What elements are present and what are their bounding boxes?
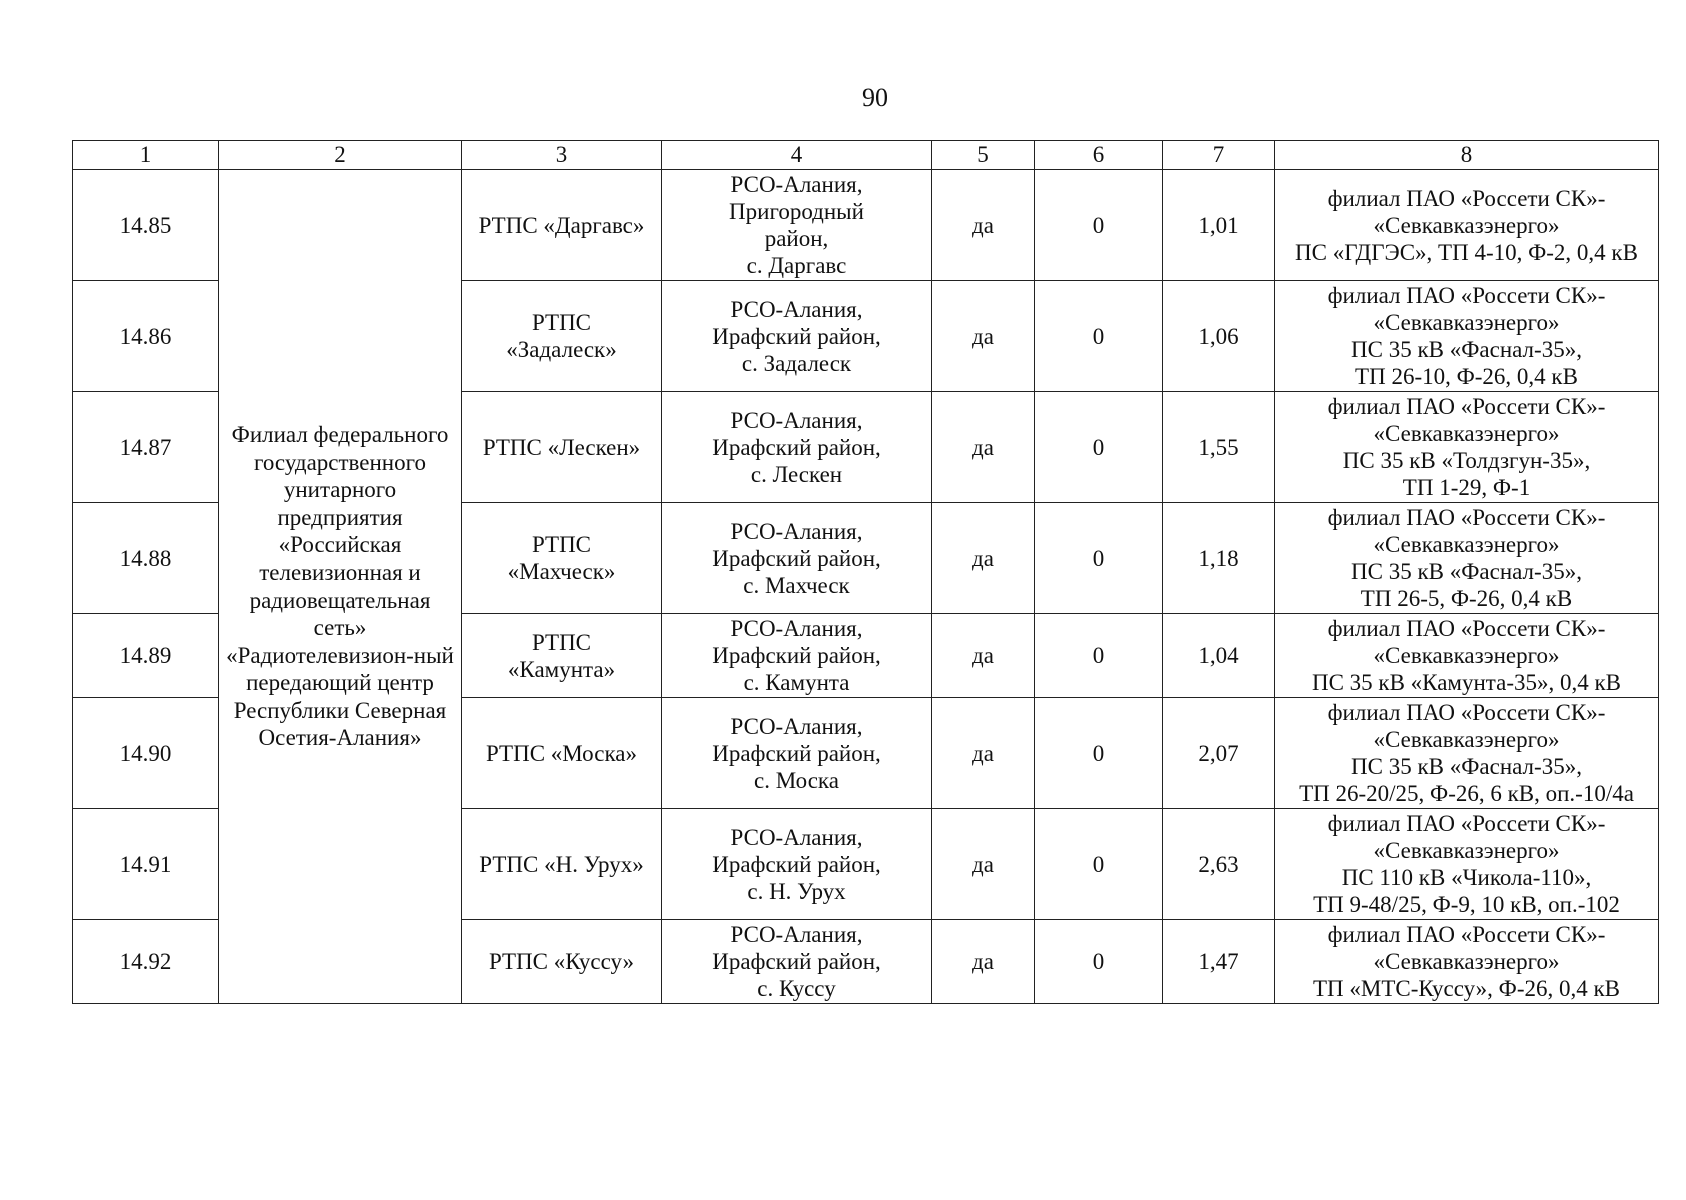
column-header: 7 <box>1163 141 1275 170</box>
value-col7: 1,04 <box>1163 614 1275 698</box>
power-supply: филиал ПАО «Россети СК»- «Севкавказэнерго» ПС 35 кВ «Камунта-35», 0,4 кВ <box>1275 614 1659 698</box>
value-col7: 2,63 <box>1163 809 1275 920</box>
power-supply: филиал ПАО «Россети СК»- «Севкавказэнерго» ПС 35 кВ «Толдзгун-35», ТП 1-29, Ф-1 <box>1275 392 1659 503</box>
flag-value: да <box>932 503 1035 614</box>
row-number: 14.86 <box>73 281 219 392</box>
station-name: РТПС «Махческ» <box>462 503 662 614</box>
value-col6: 0 <box>1035 281 1163 392</box>
row-number: 14.85 <box>73 170 219 281</box>
location: РСО-Алания, Ирафский район, с. Моска <box>662 698 932 809</box>
row-number: 14.90 <box>73 698 219 809</box>
location: РСО-Алания, Ирафский район, с. Камунта <box>662 614 932 698</box>
flag-value: да <box>932 698 1035 809</box>
power-supply: филиал ПАО «Россети СК»- «Севкавказэнерго» ПС «ГДГЭС», ТП 4-10, Ф-2, 0,4 кВ <box>1275 170 1659 281</box>
column-header: 6 <box>1035 141 1163 170</box>
power-supply: филиал ПАО «Россети СК»- «Севкавказэнерго» ТП «МТС-Куссу», Ф-26, 0,4 кВ <box>1275 920 1659 1004</box>
value-col6: 0 <box>1035 698 1163 809</box>
station-name: РТПС «Лескен» <box>462 392 662 503</box>
station-name: РТПС «Н. Урух» <box>462 809 662 920</box>
row-number: 14.91 <box>73 809 219 920</box>
value-col7: 1,06 <box>1163 281 1275 392</box>
flag-value: да <box>932 809 1035 920</box>
location: РСО-Алания, Ирафский район, с. Куссу <box>662 920 932 1004</box>
table-row <box>73 170 1659 281</box>
data-table <box>72 140 1659 1004</box>
value-col7: 2,07 <box>1163 698 1275 809</box>
column-number-row <box>73 141 1659 170</box>
value-col6: 0 <box>1035 392 1163 503</box>
power-supply: филиал ПАО «Россети СК»- «Севкавказэнерго» ПС 35 кВ «Фаснал-35», ТП 26-20/25, Ф-26, 6 кВ, оп.-10/4а <box>1275 698 1659 809</box>
row-number: 14.92 <box>73 920 219 1004</box>
column-header: 2 <box>219 141 462 170</box>
power-supply: филиал ПАО «Россети СК»- «Севкавказэнерго» ПС 110 кВ «Чикола-110», ТП 9-48/25, Ф-9, 10 кВ, оп.-102 <box>1275 809 1659 920</box>
value-col6: 0 <box>1035 809 1163 920</box>
flag-value: да <box>932 920 1035 1004</box>
flag-value: да <box>932 281 1035 392</box>
column-header: 4 <box>662 141 932 170</box>
location: РСО-Алания, Ирафский район, с. Задалеск <box>662 281 932 392</box>
value-col6: 0 <box>1035 920 1163 1004</box>
value-col7: 1,47 <box>1163 920 1275 1004</box>
station-name: РТПС «Моска» <box>462 698 662 809</box>
value-col7: 1,18 <box>1163 503 1275 614</box>
column-header: 8 <box>1275 141 1659 170</box>
flag-value: да <box>932 614 1035 698</box>
location: РСО-Алания, Ирафский район, с. Лескен <box>662 392 932 503</box>
value-col6: 0 <box>1035 614 1163 698</box>
value-col6: 0 <box>1035 170 1163 281</box>
station-name: РТПС «Камунта» <box>462 614 662 698</box>
station-name: РТПС «Куссу» <box>462 920 662 1004</box>
column-header: 1 <box>73 141 219 170</box>
row-number: 14.88 <box>73 503 219 614</box>
value-col7: 1,01 <box>1163 170 1275 281</box>
station-name: РТПС «Задалеск» <box>462 281 662 392</box>
page-number: 90 <box>862 83 888 112</box>
station-name: РТПС «Даргавс» <box>462 170 662 281</box>
location: РСО-Алания, Пригородный район, с. Даргавс <box>662 170 932 281</box>
value-col7: 1,55 <box>1163 392 1275 503</box>
flag-value: да <box>932 170 1035 281</box>
power-supply: филиал ПАО «Россети СК»- «Севкавказэнерго» ПС 35 кВ «Фаснал-35», ТП 26-5, Ф-26, 0,4 кВ <box>1275 503 1659 614</box>
value-col6: 0 <box>1035 503 1163 614</box>
location: РСО-Алания, Ирафский район, с. Махческ <box>662 503 932 614</box>
column-header: 5 <box>932 141 1035 170</box>
organization-cell: Филиал федерального государственного унитарного предприятия «Российская телевизионная и радиовещательная сеть» «Радиотелевизион-ный передающий центр Республики Северная Осетия-Алания» <box>219 170 462 1004</box>
location: РСО-Алания, Ирафский район, с. Н. Урух <box>662 809 932 920</box>
flag-value: да <box>932 392 1035 503</box>
row-number: 14.87 <box>73 392 219 503</box>
column-header: 3 <box>462 141 662 170</box>
row-number: 14.89 <box>73 614 219 698</box>
power-supply: филиал ПАО «Россети СК»- «Севкавказэнерго» ПС 35 кВ «Фаснал-35», ТП 26-10, Ф-26, 0,4 кВ <box>1275 281 1659 392</box>
